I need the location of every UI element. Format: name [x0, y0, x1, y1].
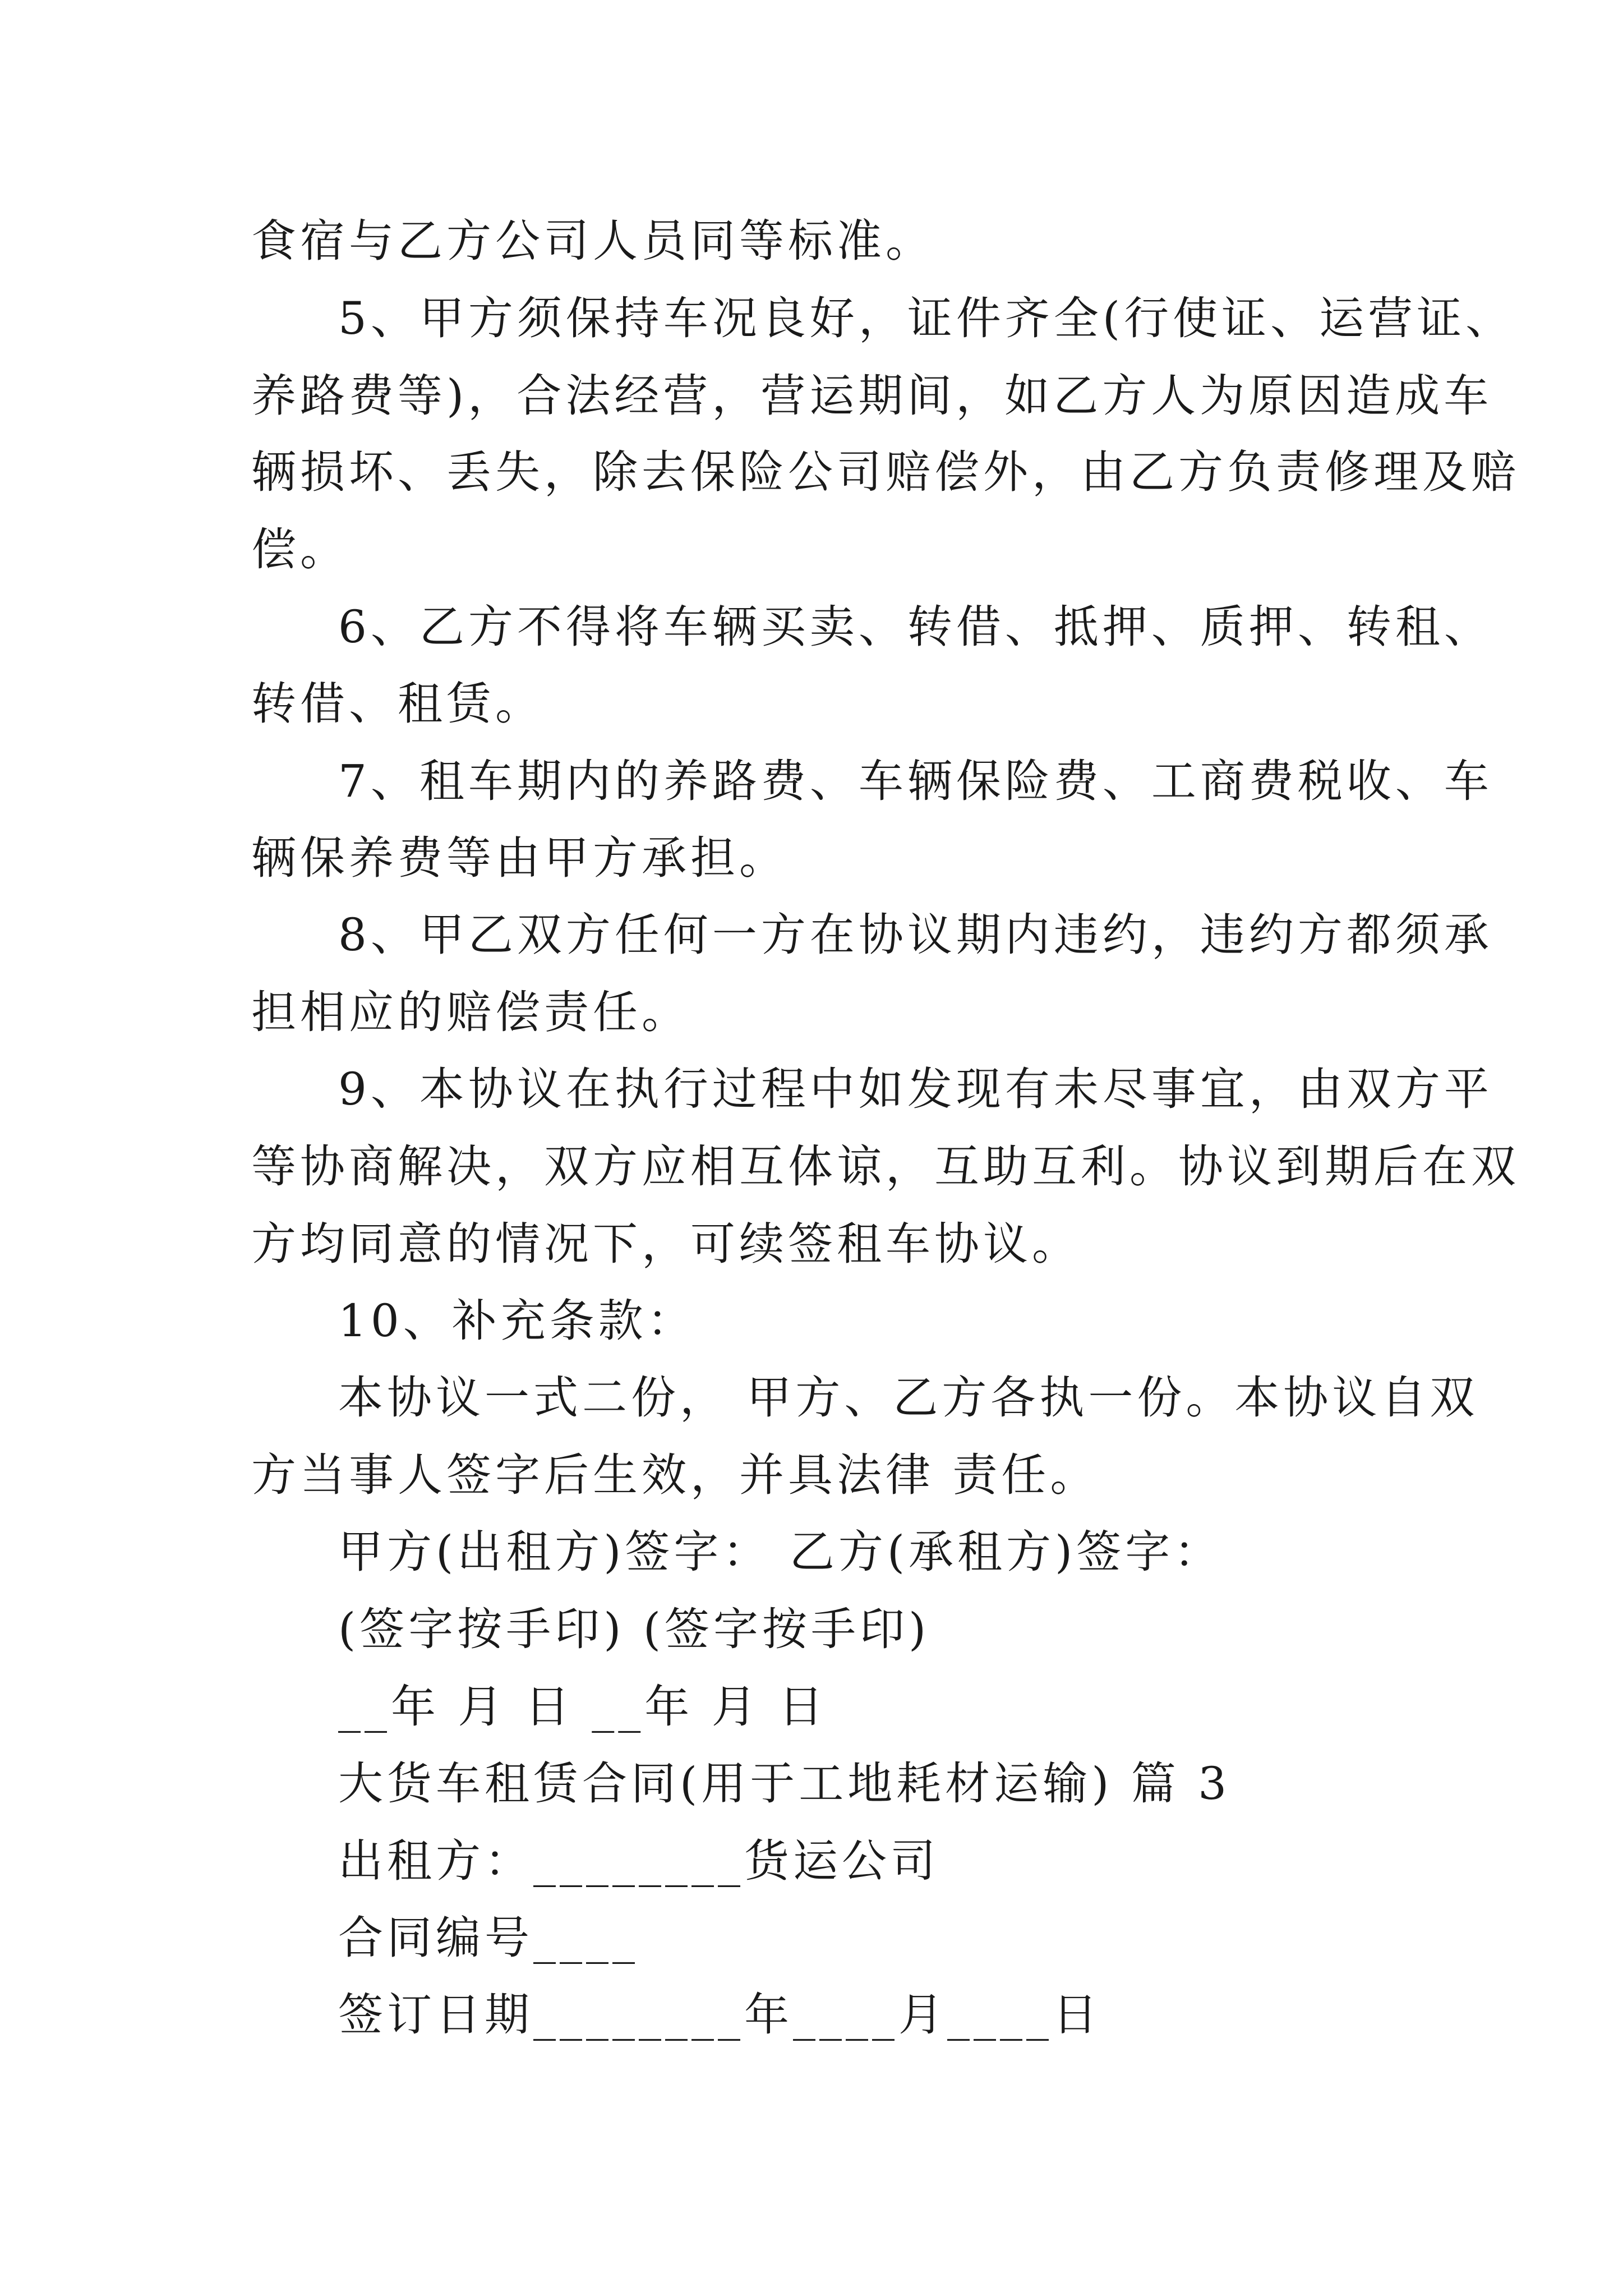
lessor-line: 出租方：________货运公司 — [338, 1835, 939, 1887]
text-line: 养路费等)，合法经营，营运期间，如乙方人为原因造成车 — [251, 370, 1493, 422]
clause-5: 5、甲方须保持车况良好，证件齐全(行使证、运营证、 — [338, 292, 1515, 344]
text-line: 担相应的赔偿责任。 — [251, 986, 690, 1038]
clause-8: 8、甲乙双方任何一方在协议期内违约，违约方都须承 — [338, 909, 1493, 961]
text-line: 本协议一式二份， 甲方、乙方各执一份。本协议自双 — [338, 1372, 1479, 1424]
date-line: __年 月 日 __年 月 日 — [338, 1681, 828, 1733]
text-line: 方当事人签字后生效，并具法律 责任。 — [251, 1449, 1099, 1501]
text-line: 方均同意的情况下，可续签租车协议。 — [251, 1218, 1081, 1270]
signing-date-line: 签订日期________年____月____日 — [338, 1989, 1101, 2041]
clause-10: 10、补充条款： — [338, 1295, 696, 1347]
contract-number-line: 合同编号____ — [338, 1912, 639, 1964]
clause-6: 6、乙方不得将车辆买卖、转借、抵押、质押、转租、 — [338, 601, 1493, 653]
signature-line: 甲方(出租方)签字： 乙方(承租方)签字： — [338, 1526, 1223, 1578]
text-line: 食宿与乙方公司人员同等标准。 — [251, 215, 934, 267]
text-line: 辆保养费等由甲方承担。 — [251, 832, 788, 884]
text-line: 偿。 — [251, 523, 349, 576]
clause-7: 7、租车期内的养路费、车辆保险费、工商费税收、车 — [338, 755, 1493, 807]
text-line: 转借、租赁。 — [251, 678, 544, 730]
fingerprint-line: (签字按手印) (签字按手印) — [338, 1603, 930, 1655]
text-line: 辆损坏、丢失，除去保险公司赔偿外，由乙方负责修理及赔 — [251, 446, 1520, 498]
clause-9: 9、本协议在执行过程中如发现有未尽事宜，由双方平 — [338, 1063, 1493, 1115]
text-line: 等协商解决，双方应相互体谅，互助互利。协议到期后在双 — [251, 1140, 1520, 1193]
section-title: 大货车租赁合同(用于工地耗材运输) 篇 3 — [338, 1757, 1231, 1810]
